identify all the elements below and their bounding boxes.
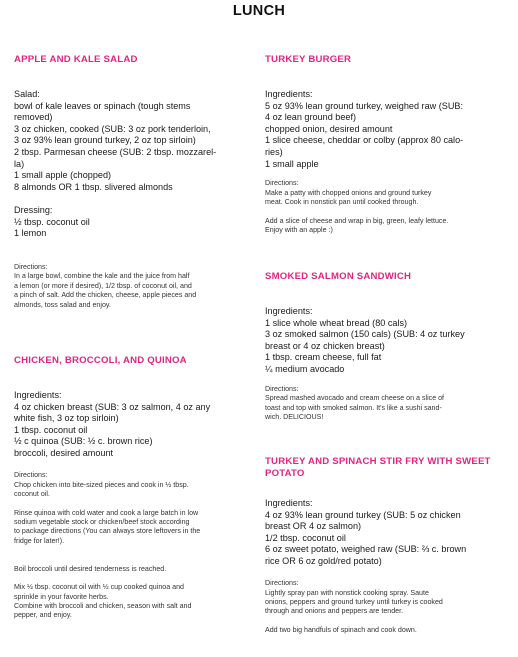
directions-text: Add two big handfuls of spinach and cook down. (265, 625, 417, 634)
ingredient-line: 5 oz 93% lean ground turkey, weighed raw (SUB: (265, 100, 463, 111)
spacer (14, 251, 257, 263)
ingredient-line: 4 oz chicken breast (SUB: 3 oz salmon, 4 oz any (14, 401, 211, 412)
directions-text: fridge for later!). (14, 536, 65, 545)
spacer (14, 574, 257, 583)
ingredient-line: breast or 4 oz chicken breast) (265, 340, 385, 351)
directions-text: to package directions (You can always store leftovers in the (14, 527, 201, 536)
directions-text: a pinch of salt. Add the chicken, cheese, apple pieces and (14, 291, 197, 300)
ingredient-line: bowl of kale leaves or spinach (tough stems (14, 100, 191, 111)
ingredient-block (265, 498, 510, 568)
ingredient-block (14, 390, 257, 460)
directions-block (265, 579, 510, 617)
directions-text: Combine with broccoli and chicken, season with salt and (14, 601, 192, 610)
spacer (14, 546, 257, 555)
directions-text: In a large bowl, combine the kale and the juice from half (14, 272, 190, 281)
recipe-title-line: SMOKED SALMON SANDWICH (265, 271, 412, 282)
directions-block (14, 565, 257, 574)
spacer (265, 208, 510, 217)
directions-text: Rinse quinoa with cold water and cook a large batch in low (14, 508, 199, 517)
spacer (14, 499, 257, 508)
directions-block (14, 583, 257, 621)
recipe-apple-and-kale-salad (14, 54, 257, 310)
recipe-title-line: CHICKEN, BROCCOLI, AND QUINOA (14, 355, 187, 366)
ingredient-block (265, 306, 510, 376)
ingredient-line: 4 oz lean ground beef) (265, 112, 357, 123)
ingredient-line: 1 slice whole wheat bread (80 cals) (265, 317, 408, 328)
ingredient-line: 1/2 tbsp. coconut oil (265, 532, 346, 543)
directions-heading: Directions: (14, 262, 48, 271)
directions-heading: Directions: (14, 471, 48, 480)
ingredient-line: chopped onion, desired amount (265, 123, 393, 134)
ingredient-line: 1 small apple (chopped) (14, 170, 112, 181)
directions-block (14, 509, 257, 547)
ingredient-block (14, 89, 257, 193)
section-heading: Ingredients: (14, 390, 62, 400)
section-heading: Salad: (14, 89, 40, 99)
ingredient-line: 3 oz smoked salmon (150 cals) (SUB: 4 oz turkey (265, 329, 465, 340)
ingredient-line: 2 tbsp. Parmesan cheese (SUB: 2 tbsp. mozzarel- (14, 146, 217, 157)
section-heading: Ingredients: (265, 306, 313, 316)
spacer (265, 376, 510, 385)
directions-text: Boil broccoli until desired tenderness is reached. (14, 564, 167, 573)
ingredient-line: 1 tbsp. coconut oil (14, 424, 88, 435)
recipe-title-line: POTATO (265, 468, 305, 479)
page-title: LUNCH (232, 3, 286, 19)
section-heading: Ingredients: (265, 89, 313, 99)
spacer (14, 193, 257, 205)
directions-text: Make a patty with chopped onions and ground turkey (265, 188, 432, 197)
directions-text: through and onions and peppers are tender. (265, 607, 404, 616)
ingredient-line: 8 almonds OR 1 tbsp. slivered almonds (14, 181, 173, 192)
ingredient-line: 1 lemon (14, 228, 47, 239)
directions-text: sprinkle in your favorite herbs. (14, 592, 109, 601)
directions-text: toast and top with smoked salmon. It's like a sushi sand- (265, 403, 442, 412)
recipe-title (14, 54, 257, 66)
directions-heading: Directions: (265, 179, 299, 188)
ingredient-line: ¼ medium avocado (265, 363, 345, 374)
directions-text: sodium vegetable stock or chicken/beef stock according (14, 517, 190, 526)
directions-block (265, 626, 510, 635)
spacer (265, 170, 510, 179)
recipe-title (265, 456, 510, 480)
directions-block (14, 471, 257, 499)
recipe-turkey-and-spinach-stir-fry-with-sweet-potato (265, 456, 510, 635)
spacer (14, 240, 257, 252)
spacer (14, 460, 257, 472)
directions-block (265, 179, 510, 207)
recipe-title (14, 355, 257, 367)
directions-text: Spread mashed avocado and cream cheese on a slice of (265, 394, 445, 403)
directions-block (14, 263, 257, 310)
ingredient-line: ½ tbsp. coconut oil (14, 216, 90, 227)
section-heading: Ingredients: (265, 498, 313, 508)
recipe-turkey-burger (265, 54, 510, 236)
directions-text: wich. DELICIOUS! (265, 412, 324, 421)
directions-text: pepper, and enjoy. (14, 611, 72, 620)
ingredient-line: broccoli, desired amount (14, 447, 114, 458)
ingredient-line: ries) (265, 146, 283, 157)
ingredient-line: 6 oz sweet potato, weighed raw (SUB: ⅔ c. brown (265, 544, 467, 555)
ingredient-block (265, 89, 510, 170)
recipe-title (265, 54, 510, 66)
section-heading: Dressing: (14, 204, 53, 215)
directions-block (265, 217, 510, 236)
ingredient-line: breast OR 4 oz salmon) (265, 521, 362, 532)
ingredient-line: la) (14, 158, 25, 169)
ingredient-line: ½ c quinoa (SUB: ½ c. brown rice) (14, 436, 153, 447)
spacer (265, 617, 510, 626)
ingredient-line: 1 tbsp. cream cheese, full fat (265, 352, 382, 363)
recipe-title (265, 271, 510, 283)
directions-text: meat. Cook in nonstick pan until cooked through. (265, 198, 419, 207)
directions-text: Add a slice of cheese and wrap in big, green, leafy lettuce. (265, 216, 449, 225)
directions-text: Enjoy with an apple :) (265, 226, 333, 235)
directions-heading: Directions: (265, 579, 299, 588)
directions-heading: Directions: (265, 384, 299, 393)
directions-block (265, 385, 510, 423)
recipe-smoked-salmon-sandwich (265, 271, 510, 422)
ingredient-line: 3 oz chicken, cooked (SUB: 3 oz pork tenderloin, (14, 123, 211, 134)
directions-text: onions, peppers and ground turkey until turkey is cooked (265, 597, 443, 606)
spacer (14, 555, 257, 564)
ingredient-line: 4 oz 93% lean ground turkey (SUB: 5 oz chicken (265, 509, 461, 520)
directions-text: Chop chicken into bite-sized pieces and cook in ½ tbsp. (14, 480, 189, 489)
directions-text: coconut oil. (14, 489, 50, 498)
recipe-chicken-broccoli-and-quinoa (14, 355, 257, 621)
directions-text: almonds, toss salad and enjoy. (14, 300, 111, 309)
ingredient-block (14, 205, 257, 240)
ingredient-line: rice OR 6 oz gold/red potato) (265, 555, 382, 566)
recipe-title-line: TURKEY AND SPINACH STIR FRY WITH SWEET (265, 456, 491, 467)
ingredient-line: 1 slice cheese, cheddar or colby (approx 80 calo- (265, 135, 464, 146)
recipe-title-line: TURKEY BURGER (265, 54, 352, 65)
ingredient-line: removed) (14, 112, 53, 123)
directions-text: Lightly spray pan with nonstick cooking spray. Saute (265, 588, 429, 597)
directions-text: a lemon (or more if desired), 1/2 tbsp. of coconut oil, and (14, 281, 192, 290)
ingredient-line: 1 small apple (265, 158, 319, 169)
ingredient-line: 3 oz 93% lean ground turkey, 2 oz top sirloin) (14, 135, 196, 146)
recipe-title-line: APPLE AND KALE SALAD (14, 54, 138, 65)
spacer (265, 568, 510, 580)
ingredient-line: white fish, 3 oz top sirloin) (14, 413, 119, 424)
directions-text: Mix ½ tbsp. coconut oil with ½ cup cooked quinoa and (14, 583, 184, 592)
